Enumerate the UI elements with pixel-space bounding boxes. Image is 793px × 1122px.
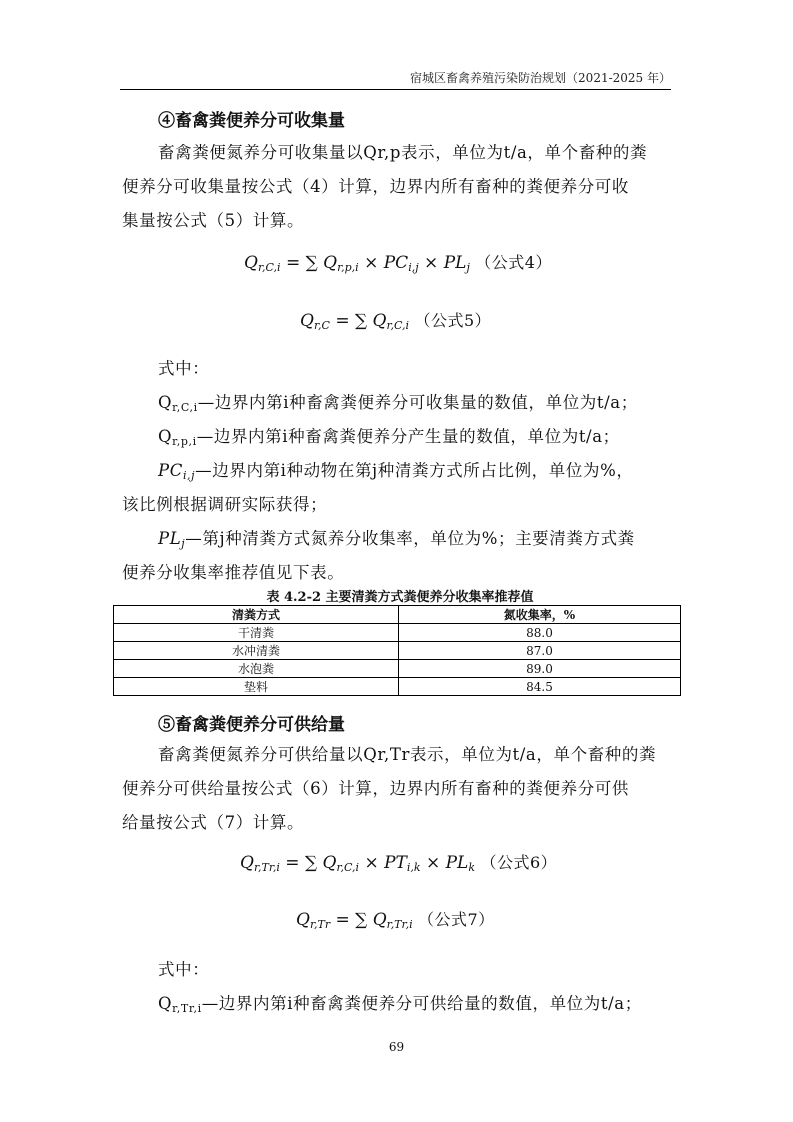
- definition-text: —边界内第i种畜禽粪便养分产生量的数值，单位为t/a；: [196, 427, 620, 446]
- table-cell: 水冲清粪: [114, 642, 399, 660]
- formula-6-label: （公式6）: [480, 853, 558, 872]
- definition-pl: $PL_j—$第j种清粪方式氮养分收集率，单位为%；主要清粪方式粪: [158, 529, 635, 550]
- paragraph-line: 畜禽粪便氮养分可供给量以Qr,Tr表示，单位为t/a，单个畜种的粪: [158, 745, 657, 764]
- formula-5-label: （公式5）: [414, 311, 492, 330]
- definition-q-rpi: $Q_{r,p,i}—$边界内第i种畜禽粪便养分产生量的数值，单位为t/a；: [158, 427, 620, 448]
- table-cell: 干清粪: [114, 624, 399, 642]
- paragraph-line: 畜禽粪便氮养分可收集量以Qr,p表示，单位为t/a，单个畜种的粪: [158, 143, 648, 162]
- table-cell: 87.0: [399, 642, 681, 660]
- header-rule: [120, 89, 671, 90]
- table-cell: 89.0: [399, 660, 681, 678]
- definition-q-rtri: $Q_{r,Tr,i}—$边界内第i种畜禽粪便养分可供给量的数值，单位为t/a；: [158, 994, 642, 1015]
- definition-text: —边界内第i种畜禽粪便养分可供给量的数值，单位为t/a；: [201, 994, 642, 1013]
- collection-rate-table: [113, 605, 681, 696]
- paragraph-collectable: [122, 136, 682, 238]
- column-header: 氮收集率，%: [399, 606, 681, 624]
- definition-text: —边界内第i种畜禽粪便养分可收集量的数值，单位为t/a；: [197, 393, 638, 412]
- definition-text: —边界内第i种动物在第j种清粪方式所占比例，单位为%，: [195, 461, 634, 480]
- formula-7-label: （公式7）: [418, 910, 495, 929]
- formula-7: $Q_{r,Tr}$ = ∑ $Q_{r,Tr,i}$ （公式7）: [296, 910, 495, 931]
- formula-4-label: （公式4）: [475, 253, 552, 272]
- paragraph-line: 给量按公式（7）计算。: [122, 813, 305, 832]
- paragraph-line: 集量按公式（5）计算。: [122, 211, 305, 230]
- where-label: 式中：: [158, 359, 210, 378]
- formula-5: $Q_{r,C}$ = ∑ $Q_{r,C,i}$ （公式5）: [300, 311, 492, 332]
- page-number: 69: [388, 1040, 405, 1054]
- formula-6: $Q_{r,Tr,i}$ = ∑ $Q_{r,C,i} \times PT_{i,k} \times PL_k$ （公式6）: [240, 853, 558, 874]
- running-header: 宿城区畜禽养殖污染防治规划（2021-2025 年）: [410, 71, 671, 85]
- definition-pc-continued: 该比例根据调研实际获得；: [122, 495, 328, 514]
- definition-text: —第j种清粪方式氮养分收集率，单位为%；主要清粪方式粪: [185, 529, 635, 548]
- table-cell: 水泡粪: [114, 660, 399, 678]
- table-cell: 84.5: [399, 678, 681, 696]
- table-cell: 88.0: [399, 624, 681, 642]
- section-heading-collectable: ④畜禽粪便养分可收集量: [158, 111, 345, 131]
- formula-4: $Q_{r,C,i}$ = ∑ $Q_{r,p,i} \times PC_{i,j} \times PL_j$ （公式4）: [244, 253, 552, 274]
- table-row: [114, 624, 681, 642]
- table-row: [114, 678, 681, 696]
- table-row: [114, 660, 681, 678]
- paragraph-line: 便养分可收集量按公式（4）计算，边界内所有畜种的粪便养分可收: [122, 177, 629, 196]
- definition-pl-continued: 便养分收集率推荐值见下表。: [122, 563, 345, 582]
- paragraph-line: 便养分可供给量按公式（6）计算，边界内所有畜种的粪便养分可供: [122, 779, 629, 798]
- table-cell: 垫料: [114, 678, 399, 696]
- section-heading-suppliable: ⑤畜禽粪便养分可供给量: [158, 715, 345, 735]
- definition-pc: $PC_{i,j}—$边界内第i种动物在第j种清粪方式所占比例，单位为%，: [158, 461, 634, 482]
- column-header: 清粪方式: [114, 606, 399, 624]
- where-label: 式中：: [158, 960, 210, 979]
- paragraph-suppliable: [122, 738, 682, 840]
- table-row: [114, 642, 681, 660]
- table-header-row: [114, 606, 681, 624]
- definition-q-rci: $Q_{r,C,i}—$边界内第i种畜禽粪便养分可收集量的数值，单位为t/a；: [158, 393, 638, 414]
- table-caption: 表 4.2-2 主要清粪方式粪便养分收集率推荐值: [266, 590, 534, 605]
